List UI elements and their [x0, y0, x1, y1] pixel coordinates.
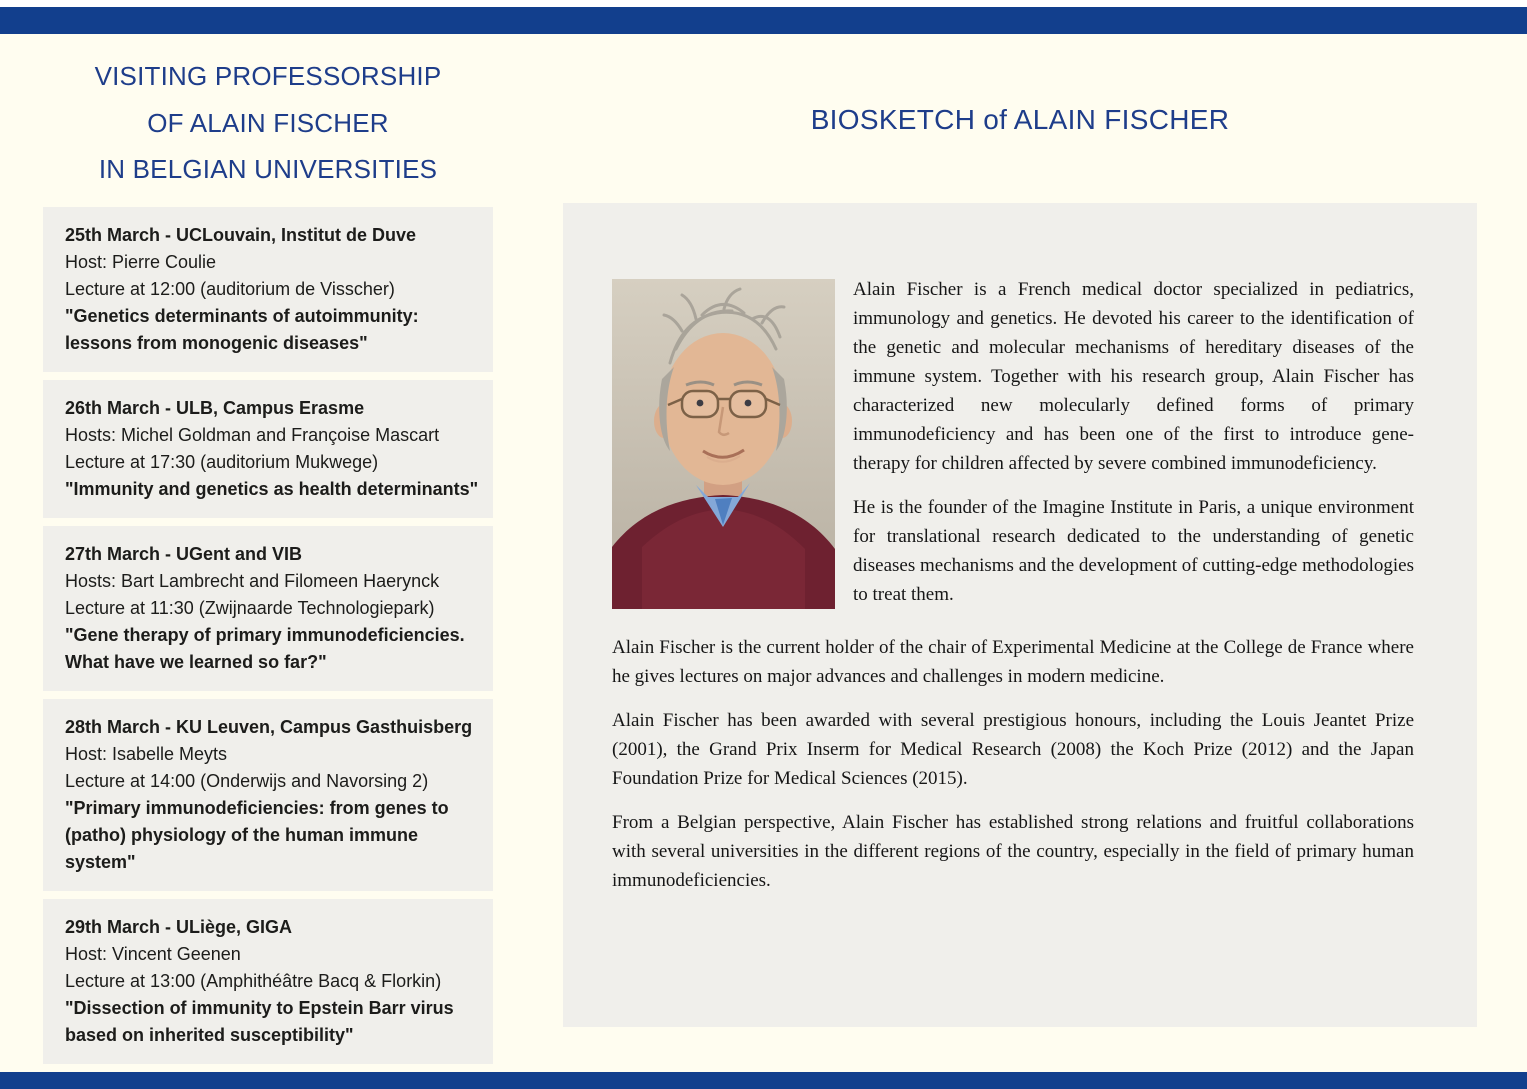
event-lecture-info: Lecture at 13:00 (Amphithéâtre Bacq & Florkin) — [65, 970, 442, 991]
event-date-location: 26th March - ULB, Campus Erasme — [65, 397, 365, 418]
biosketch-panel — [563, 203, 1477, 1027]
page-title-line: VISITING PROFESSORSHIP — [94, 61, 442, 91]
event-lecture-info: Lecture at 17:30 (auditorium Mukwege) — [65, 451, 379, 472]
bio-paragraph: Alain Fischer is a French medical doctor specialized in pediatrics, immunology and genetics. He devoted his career to the identification of the genetic and molecular mechanisms of hereditary diseases of the immune system. Together with his research group, Alain Fischer has characterized new molecularly defined forms of primary immunodeficiency and has been one of the first to introduce gene-therapy for children affected by severe combined immunodeficiency. — [853, 279, 1414, 474]
event-host: Hosts: Michel Goldman and Françoise Mascart — [65, 424, 440, 445]
page-title — [43, 53, 493, 193]
event-host: Host: Isabelle Meyts — [65, 743, 228, 764]
event-date-location: 28th March - KU Leuven, Campus Gasthuisberg — [65, 716, 473, 737]
page-body — [0, 34, 1527, 1072]
event-host: Hosts: Bart Lambrecht and Filomeen Haerynck — [65, 570, 440, 591]
top-accent-bar — [0, 7, 1527, 34]
page-title-line: OF ALAIN FISCHER — [147, 107, 389, 138]
event-lecture-info: Lecture at 14:00 (Onderwijs and Navorsing 2) — [65, 770, 429, 791]
event-host: Host: Vincent Geenen — [65, 943, 241, 964]
event-card — [43, 699, 493, 891]
event-talk-title: "Immunity and genetics as health determinants" — [65, 478, 479, 499]
bio-paragraph: Alain Fischer has been awarded with several prestigious honours, including the Louis Jeantet Prize (2001), the Grand Prix Inserm for Medical Research (2008) the Koch Prize (2012) and the Japan Foundation Prize for Medical Sciences (2015). — [612, 710, 1414, 789]
event-talk-title: "Gene therapy of primary immunodeficiencies. What have we learned so far?" — [65, 624, 465, 672]
schedule-column — [43, 34, 493, 1072]
event-host: Host: Pierre Coulie — [65, 251, 217, 272]
bottom-accent-bar — [0, 1072, 1527, 1089]
event-date-location: 27th March - UGent and VIB — [65, 543, 303, 564]
bio-paragraph: He is the founder of the Imagine Institute in Paris, a unique environment for translational research dedicated to the understanding of genetic diseases mechanisms and the development of cutting-edge methodologies to treat them. — [853, 497, 1414, 605]
event-card — [43, 899, 493, 1064]
bio-paragraph: From a Belgian perspective, Alain Fischer has established strong relations and fruitful collaborations with several universities in the different regions of the country, especially in the field of primary human immunodeficiencies. — [612, 812, 1414, 891]
biosketch-column — [563, 34, 1477, 1027]
event-lecture-info: Lecture at 11:30 (Zwijnaarde Technologiepark) — [65, 597, 435, 618]
event-talk-title: "Dissection of immunity to Epstein Barr virus based on inherited susceptibility" — [65, 997, 454, 1045]
event-card — [43, 380, 493, 518]
page-title-line: IN BELGIAN UNIVERSITIES — [98, 154, 438, 184]
event-talk-title: "Genetics determinants of autoimmunity: lessons from monogenic diseases" — [65, 305, 419, 353]
biosketch-heading: BIOSKETCH of ALAIN FISCHER — [810, 104, 1230, 135]
bio-paragraph: Alain Fischer is the current holder of the chair of Experimental Medicine at the College de France where he gives lectures on major advances and challenges in modern medicine. — [612, 637, 1414, 687]
event-card — [43, 207, 493, 372]
event-card — [43, 526, 493, 691]
event-date-location: 29th March - ULiège, GIGA — [65, 916, 293, 937]
top-white-strip — [0, 0, 1527, 7]
event-date-location: 25th March - UCLouvain, Institut de Duve — [65, 224, 417, 245]
event-list — [43, 207, 493, 1064]
alain-fischer-photo — [612, 279, 835, 609]
event-lecture-info: Lecture at 12:00 (auditorium de Visscher) — [65, 278, 395, 299]
event-talk-title: "Primary immunodeficiencies: from genes to (patho) physiology of the human immune system" — [65, 797, 449, 872]
